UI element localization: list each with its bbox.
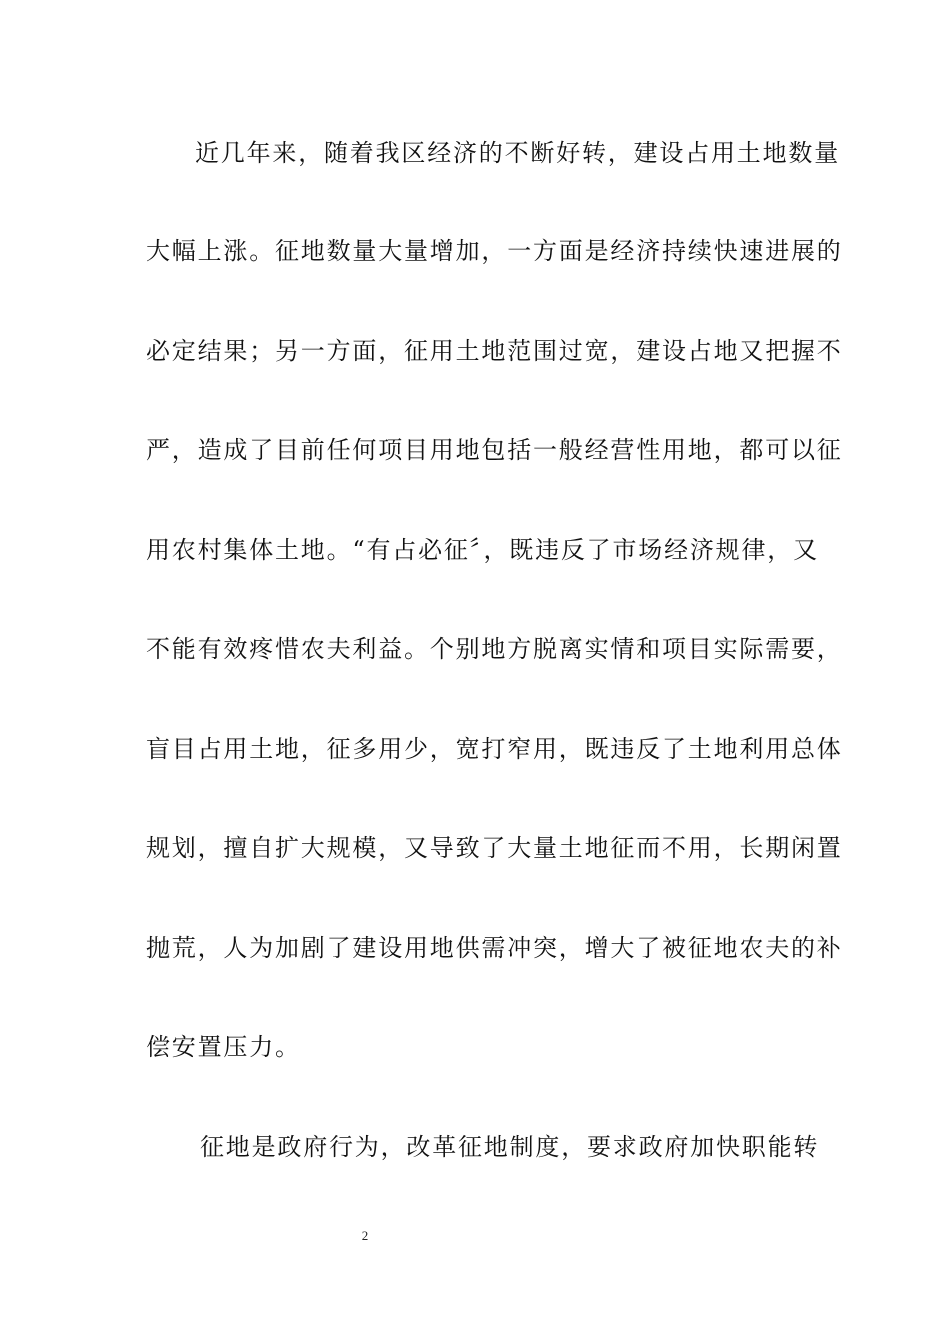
- paragraph-1-line-9: 抛荒，人为加剧了建设用地供需冲突，增大了被征地农夫的补: [146, 934, 843, 962]
- paragraph-1-line-3: 必定结果；另一方面，征用土地范围过宽，建设占地又把握不: [146, 337, 843, 365]
- paragraph-1-line-6: 不能有效疼惜农夫利益。个别地方脱离实情和项目实际需要，: [146, 635, 843, 663]
- paragraph-1-line-2: 大幅上涨。征地数量大量增加，一方面是经济持续快速进展的: [146, 237, 843, 265]
- paragraph-1-line-8: 规划，擅自扩大规模，又导致了大量土地征而不用，长期闲置: [146, 834, 843, 862]
- paragraph-1-line-4: 严，造成了目前任何项目用地包括一般经营性用地，都可以征: [146, 436, 843, 464]
- page-number: 2: [361, 1228, 369, 1243]
- paragraph-1-line-7: 盲目占用土地，征多用少，宽打窄用，既违反了土地利用总体: [146, 735, 843, 763]
- paragraph-2-line-1: 征地是政府行为，改革征地制度，要求政府加快职能转: [200, 1133, 820, 1161]
- paragraph-1-line-10: 偿安置压力。: [146, 1033, 301, 1061]
- paragraph-1-line-5: 用农村集体土地。“有占必征〞，既违反了市场经济规律，又: [146, 536, 819, 564]
- paragraph-1-line-1: 近几年来，随着我区经济的不断好转，建设占用土地数量: [195, 139, 840, 167]
